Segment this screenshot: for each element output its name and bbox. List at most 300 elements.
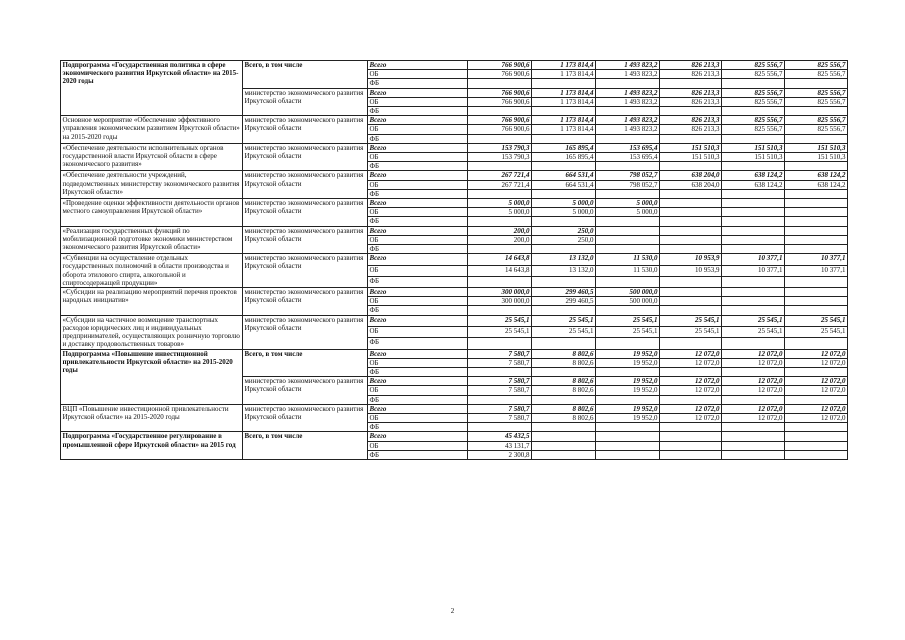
executor-name: министерство экономического развития Иркутской области xyxy=(243,199,368,227)
program-name: Подпрограмма «Повышение инвестиционной привлекательности Иркутской области» на 2015-2020 годы xyxy=(61,349,243,404)
amount-cell xyxy=(532,189,596,198)
amount-cell: 12 072,0 xyxy=(785,377,848,386)
amount-cell: 1 173 814,4 xyxy=(532,125,596,134)
amount-cell xyxy=(532,162,596,171)
amount-cell xyxy=(785,199,848,208)
amount-cell xyxy=(468,423,532,432)
table-row xyxy=(61,432,848,441)
amount-cell xyxy=(722,297,785,306)
funding-source: ФБ xyxy=(368,367,468,376)
amount-cell xyxy=(785,217,848,226)
funding-source: ФБ xyxy=(368,450,468,459)
amount-cell xyxy=(596,423,660,432)
amount-cell xyxy=(722,226,785,235)
amount-cell: 12 072,0 xyxy=(785,404,848,413)
amount-cell: 8 802,6 xyxy=(532,377,596,386)
table-body xyxy=(61,61,848,460)
amount-cell xyxy=(532,338,596,349)
amount-cell: 10 377,1 xyxy=(785,254,848,265)
amount-cell xyxy=(785,208,848,217)
amount-cell: 1 173 814,4 xyxy=(532,70,596,79)
amount-cell: 13 132,0 xyxy=(532,254,596,265)
amount-cell: 12 072,0 xyxy=(660,358,722,367)
amount-cell: 766 900,6 xyxy=(468,97,532,106)
funding-source: ОБ xyxy=(368,180,468,189)
amount-cell: 766 900,6 xyxy=(468,61,532,70)
program-name: «Реализация государственных функций по мобилизационной подготовке экономики министерством экономического развития Иркутской области» xyxy=(61,226,243,254)
amount-cell xyxy=(596,107,660,116)
amount-cell xyxy=(532,432,596,441)
executor-name: министерство экономического развития Иркутской области xyxy=(243,404,368,432)
program-name: «Обеспечение деятельности учреждений, подведомственных министерству экономического развития Иркутской области» xyxy=(61,171,243,199)
amount-cell: 500 000,0 xyxy=(596,288,660,297)
amount-cell: 25 545,1 xyxy=(468,315,532,326)
amount-cell xyxy=(660,306,722,315)
funding-source: Всего xyxy=(368,199,468,208)
funding-source: Всего xyxy=(368,349,468,358)
amount-cell xyxy=(722,432,785,441)
funding-source: ОБ xyxy=(368,413,468,422)
amount-cell xyxy=(722,162,785,171)
amount-cell: 151 510,3 xyxy=(722,143,785,152)
amount-cell xyxy=(468,338,532,349)
amount-cell: 12 072,0 xyxy=(660,349,722,358)
amount-cell xyxy=(785,107,848,116)
amount-cell: 638 124,2 xyxy=(785,180,848,189)
amount-cell: 798 052,7 xyxy=(596,180,660,189)
amount-cell: 12 072,0 xyxy=(785,413,848,422)
amount-cell xyxy=(785,306,848,315)
amount-cell: 825 556,7 xyxy=(722,61,785,70)
amount-cell: 25 545,1 xyxy=(468,326,532,337)
amount-cell xyxy=(722,367,785,376)
funding-source: Всего xyxy=(368,226,468,235)
amount-cell xyxy=(468,306,532,315)
amount-cell: 12 072,0 xyxy=(660,386,722,395)
funding-source: ОБ xyxy=(368,70,468,79)
amount-cell: 10 953,9 xyxy=(660,265,722,276)
amount-cell xyxy=(660,189,722,198)
amount-cell: 1 173 814,4 xyxy=(532,116,596,125)
amount-cell: 153 790,3 xyxy=(468,153,532,162)
amount-cell: 638 204,0 xyxy=(660,180,722,189)
funding-source: ФБ xyxy=(368,162,468,171)
executor-name: министерство экономического развития Иркутской области xyxy=(243,226,368,254)
amount-cell xyxy=(532,276,596,287)
amount-cell xyxy=(660,208,722,217)
amount-cell xyxy=(660,226,722,235)
amount-cell xyxy=(596,306,660,315)
amount-cell: 5 000,0 xyxy=(532,199,596,208)
amount-cell: 2 300,8 xyxy=(468,450,532,459)
amount-cell xyxy=(468,217,532,226)
amount-cell: 638 124,2 xyxy=(785,171,848,180)
amount-cell: 165 895,4 xyxy=(532,153,596,162)
amount-cell xyxy=(660,276,722,287)
amount-cell: 1 493 823,2 xyxy=(596,70,660,79)
amount-cell: 10 377,1 xyxy=(722,254,785,265)
amount-cell xyxy=(468,276,532,287)
program-name: «Субсидии на реализацию мероприятий перечня проектов народных инициатив» xyxy=(61,288,243,316)
amount-cell xyxy=(596,450,660,459)
amount-cell: 19 952,0 xyxy=(596,377,660,386)
amount-cell xyxy=(596,367,660,376)
amount-cell: 826 213,3 xyxy=(660,116,722,125)
amount-cell xyxy=(468,367,532,376)
amount-cell xyxy=(722,288,785,297)
amount-cell xyxy=(722,338,785,349)
amount-cell xyxy=(660,199,722,208)
amount-cell xyxy=(722,276,785,287)
amount-cell: 8 802,6 xyxy=(532,413,596,422)
amount-cell xyxy=(532,450,596,459)
amount-cell xyxy=(660,338,722,349)
amount-cell xyxy=(596,226,660,235)
amount-cell: 10 953,9 xyxy=(660,254,722,265)
funding-source: Всего xyxy=(368,288,468,297)
funding-source: Всего xyxy=(368,315,468,326)
amount-cell: 45 432,5 xyxy=(468,432,532,441)
funding-source: Всего xyxy=(368,404,468,413)
amount-cell: 12 072,0 xyxy=(722,358,785,367)
amount-cell: 5 000,0 xyxy=(468,208,532,217)
table-row xyxy=(61,116,848,125)
amount-cell xyxy=(596,441,660,450)
amount-cell xyxy=(785,79,848,88)
amount-cell: 250,0 xyxy=(532,235,596,244)
amount-cell: 825 556,7 xyxy=(722,70,785,79)
amount-cell: 798 052,7 xyxy=(596,171,660,180)
amount-cell: 153 695,4 xyxy=(596,143,660,152)
amount-cell xyxy=(785,288,848,297)
amount-cell xyxy=(785,162,848,171)
funding-source: ФБ xyxy=(368,245,468,254)
amount-cell xyxy=(785,245,848,254)
amount-cell: 8 802,6 xyxy=(532,386,596,395)
amount-cell xyxy=(532,245,596,254)
table-row xyxy=(61,404,848,413)
funding-source: Всего xyxy=(368,88,468,97)
amount-cell: 826 213,3 xyxy=(660,70,722,79)
funding-source: ФБ xyxy=(368,306,468,315)
amount-cell: 25 545,1 xyxy=(785,315,848,326)
amount-cell xyxy=(532,441,596,450)
amount-cell: 766 900,6 xyxy=(468,125,532,134)
amount-cell xyxy=(660,79,722,88)
amount-cell xyxy=(596,395,660,404)
program-name: Подпрограмма «Государственное регулирование в промышленной сфере Иркутской области» на 2015 год xyxy=(61,432,243,460)
amount-cell xyxy=(532,134,596,143)
amount-cell xyxy=(660,288,722,297)
funding-source: Всего xyxy=(368,61,468,70)
amount-cell: 153 790,3 xyxy=(468,143,532,152)
funding-source: Всего xyxy=(368,254,468,265)
amount-cell xyxy=(722,423,785,432)
funding-source: ФБ xyxy=(368,134,468,143)
amount-cell xyxy=(785,338,848,349)
amount-cell: 5 000,0 xyxy=(596,208,660,217)
amount-cell xyxy=(532,107,596,116)
amount-cell: 1 493 823,2 xyxy=(596,116,660,125)
funding-source: ФБ xyxy=(368,217,468,226)
amount-cell: 12 072,0 xyxy=(785,386,848,395)
funding-source: ОБ xyxy=(368,386,468,395)
amount-cell: 12 072,0 xyxy=(722,404,785,413)
amount-cell xyxy=(532,306,596,315)
amount-cell: 12 072,0 xyxy=(660,404,722,413)
amount-cell xyxy=(596,189,660,198)
amount-cell xyxy=(660,162,722,171)
amount-cell xyxy=(660,432,722,441)
program-name: «Субвенции на осуществление отдельных государственных полномочий в области производства и оборота этилового спирта, алкогольной и спиртосодержащей продукции» xyxy=(61,254,243,288)
amount-cell: 43 131,7 xyxy=(468,441,532,450)
amount-cell xyxy=(660,297,722,306)
amount-cell xyxy=(785,395,848,404)
amount-cell: 825 556,7 xyxy=(785,116,848,125)
amount-cell: 299 460,5 xyxy=(532,297,596,306)
amount-cell xyxy=(722,217,785,226)
funding-source: ОБ xyxy=(368,297,468,306)
amount-cell: 12 072,0 xyxy=(722,386,785,395)
amount-cell: 25 545,1 xyxy=(596,326,660,337)
amount-cell xyxy=(785,367,848,376)
funding-source: ОБ xyxy=(368,441,468,450)
amount-cell: 766 900,6 xyxy=(468,70,532,79)
funding-source: Всего xyxy=(368,116,468,125)
amount-cell xyxy=(722,245,785,254)
amount-cell xyxy=(785,423,848,432)
amount-cell: 151 510,3 xyxy=(660,143,722,152)
amount-cell: 638 124,2 xyxy=(722,180,785,189)
amount-cell: 1 173 814,4 xyxy=(532,88,596,97)
funding-source: ФБ xyxy=(368,395,468,404)
amount-cell: 25 545,1 xyxy=(532,315,596,326)
amount-cell: 1 493 823,2 xyxy=(596,125,660,134)
amount-cell: 14 643,8 xyxy=(468,254,532,265)
amount-cell xyxy=(785,432,848,441)
amount-cell: 25 545,1 xyxy=(596,315,660,326)
amount-cell: 19 952,0 xyxy=(596,413,660,422)
executor-name: министерство экономического развития Иркутской области xyxy=(243,143,368,171)
amount-cell: 1 493 823,2 xyxy=(596,61,660,70)
executor-name: министерство экономического развития Иркутской области xyxy=(243,254,368,288)
amount-cell xyxy=(532,423,596,432)
amount-cell: 825 556,7 xyxy=(785,97,848,106)
amount-cell xyxy=(785,235,848,244)
program-name: «Обеспечение деятельности исполнительных органов государственной власти Иркутской области в сфере экономического развития» xyxy=(61,143,243,171)
amount-cell: 1 173 814,4 xyxy=(532,97,596,106)
amount-cell xyxy=(660,235,722,244)
funding-source: ОБ xyxy=(368,97,468,106)
amount-cell: 12 072,0 xyxy=(722,413,785,422)
amount-cell xyxy=(785,226,848,235)
executor-name: министерство экономического развития Иркутской области xyxy=(243,171,368,199)
amount-cell: 8 802,6 xyxy=(532,349,596,358)
amount-cell: 664 531,4 xyxy=(532,180,596,189)
amount-cell xyxy=(596,235,660,244)
program-name: «Проведение оценки эффективности деятельности органов местного самоуправления Иркутской области» xyxy=(61,199,243,227)
amount-cell xyxy=(722,441,785,450)
funding-source: ОБ xyxy=(368,326,468,337)
amount-cell xyxy=(596,338,660,349)
amount-cell: 250,0 xyxy=(532,226,596,235)
amount-cell xyxy=(468,134,532,143)
funding-source: ФБ xyxy=(368,107,468,116)
amount-cell xyxy=(596,432,660,441)
amount-cell: 200,0 xyxy=(468,226,532,235)
amount-cell: 25 545,1 xyxy=(722,326,785,337)
amount-cell: 12 072,0 xyxy=(722,377,785,386)
amount-cell xyxy=(722,199,785,208)
amount-cell xyxy=(722,208,785,217)
page-number: 2 xyxy=(450,607,455,615)
amount-cell xyxy=(660,245,722,254)
amount-cell xyxy=(596,134,660,143)
amount-cell: 825 556,7 xyxy=(722,116,785,125)
amount-cell xyxy=(722,395,785,404)
table-row xyxy=(61,61,848,70)
amount-cell: 664 531,4 xyxy=(532,171,596,180)
amount-cell xyxy=(660,107,722,116)
amount-cell: 638 204,0 xyxy=(660,171,722,180)
amount-cell: 10 377,1 xyxy=(785,265,848,276)
amount-cell: 151 510,3 xyxy=(785,153,848,162)
amount-cell xyxy=(532,395,596,404)
amount-cell xyxy=(660,450,722,459)
funding-source: ОБ xyxy=(368,208,468,217)
amount-cell xyxy=(722,306,785,315)
amount-cell: 12 072,0 xyxy=(785,349,848,358)
amount-cell xyxy=(532,367,596,376)
funding-source: Всего xyxy=(368,432,468,441)
funding-source: ФБ xyxy=(368,276,468,287)
amount-cell xyxy=(532,217,596,226)
executor-name: Всего, в том числе xyxy=(243,432,368,460)
amount-cell xyxy=(722,107,785,116)
amount-cell xyxy=(468,107,532,116)
table-row xyxy=(61,226,848,235)
amount-cell: 25 545,1 xyxy=(785,326,848,337)
amount-cell xyxy=(596,245,660,254)
amount-cell: 11 530,0 xyxy=(596,254,660,265)
amount-cell: 267 721,4 xyxy=(468,171,532,180)
amount-cell: 7 580,7 xyxy=(468,358,532,367)
amount-cell: 10 377,1 xyxy=(722,265,785,276)
amount-cell xyxy=(596,217,660,226)
amount-cell: 826 213,3 xyxy=(660,125,722,134)
executor-name: министерство экономического развития Иркутской области xyxy=(243,88,368,116)
amount-cell: 267 721,4 xyxy=(468,180,532,189)
amount-cell: 299 460,5 xyxy=(532,288,596,297)
funding-source: ОБ xyxy=(368,265,468,276)
amount-cell: 165 895,4 xyxy=(532,143,596,152)
amount-cell xyxy=(596,276,660,287)
amount-cell: 11 530,0 xyxy=(596,265,660,276)
amount-cell xyxy=(660,423,722,432)
amount-cell xyxy=(468,189,532,198)
amount-cell xyxy=(660,367,722,376)
amount-cell xyxy=(468,79,532,88)
amount-cell xyxy=(722,189,785,198)
amount-cell xyxy=(785,189,848,198)
amount-cell: 300 000,0 xyxy=(468,297,532,306)
amount-cell: 7 580,7 xyxy=(468,404,532,413)
amount-cell xyxy=(722,450,785,459)
amount-cell: 825 556,7 xyxy=(785,88,848,97)
amount-cell: 151 510,3 xyxy=(660,153,722,162)
amount-cell: 5 000,0 xyxy=(532,208,596,217)
amount-cell: 25 545,1 xyxy=(660,315,722,326)
amount-cell xyxy=(532,79,596,88)
amount-cell: 825 556,7 xyxy=(785,70,848,79)
amount-cell: 825 556,7 xyxy=(722,97,785,106)
table-row xyxy=(61,315,848,326)
funding-source: ОБ xyxy=(368,358,468,367)
amount-cell: 7 580,7 xyxy=(468,377,532,386)
amount-cell: 12 072,0 xyxy=(660,413,722,422)
amount-cell: 638 124,2 xyxy=(722,171,785,180)
funding-source: Всего xyxy=(368,171,468,180)
amount-cell: 151 510,3 xyxy=(722,153,785,162)
program-name: Основное мероприятие «Обеспечение эффективного управления экономическим развитием Иркутской области» на 2015-2020 годы xyxy=(61,116,243,144)
funding-source: ФБ xyxy=(368,189,468,198)
amount-cell: 825 556,7 xyxy=(785,125,848,134)
amount-cell: 8 802,6 xyxy=(532,404,596,413)
amount-cell: 5 000,0 xyxy=(596,199,660,208)
amount-cell: 19 952,0 xyxy=(596,358,660,367)
funding-source: ФБ xyxy=(368,338,468,349)
amount-cell: 500 000,0 xyxy=(596,297,660,306)
amount-cell xyxy=(785,134,848,143)
amount-cell: 25 545,1 xyxy=(532,326,596,337)
funding-source: ФБ xyxy=(368,423,468,432)
amount-cell: 200,0 xyxy=(468,235,532,244)
amount-cell: 151 510,3 xyxy=(785,143,848,152)
executor-name: министерство экономического развития Иркутской области xyxy=(243,315,368,349)
amount-cell: 826 213,3 xyxy=(660,88,722,97)
amount-cell: 25 545,1 xyxy=(722,315,785,326)
amount-cell: 825 556,7 xyxy=(785,61,848,70)
amount-cell: 7 580,7 xyxy=(468,349,532,358)
amount-cell xyxy=(785,450,848,459)
amount-cell xyxy=(785,441,848,450)
amount-cell xyxy=(660,217,722,226)
executor-name: Всего, в том числе xyxy=(243,349,368,377)
funding-source: ОБ xyxy=(368,153,468,162)
amount-cell xyxy=(660,134,722,143)
amount-cell xyxy=(785,276,848,287)
amount-cell xyxy=(596,79,660,88)
table-row xyxy=(61,171,848,180)
amount-cell xyxy=(785,297,848,306)
table-row xyxy=(61,288,848,297)
program-name: Подпрограмма «Государственная политика в сфере экономического развития Иркутской области» на 2015-2020 годы xyxy=(61,61,243,116)
funding-source: ОБ xyxy=(368,235,468,244)
amount-cell: 826 213,3 xyxy=(660,61,722,70)
amount-cell: 7 580,7 xyxy=(468,386,532,395)
amount-cell xyxy=(468,395,532,404)
table-row xyxy=(61,254,848,265)
program-name: ВЦП «Повышение инвестиционной привлекательности Иркутской области» на 2015-2020 годы xyxy=(61,404,243,432)
amount-cell xyxy=(722,134,785,143)
budget-table xyxy=(60,60,848,460)
amount-cell: 1 493 823,2 xyxy=(596,97,660,106)
funding-source: Всего xyxy=(368,143,468,152)
amount-cell: 1 493 823,2 xyxy=(596,88,660,97)
executor-name: Всего, в том числе xyxy=(243,61,368,89)
amount-cell xyxy=(722,235,785,244)
amount-cell: 8 802,6 xyxy=(532,358,596,367)
